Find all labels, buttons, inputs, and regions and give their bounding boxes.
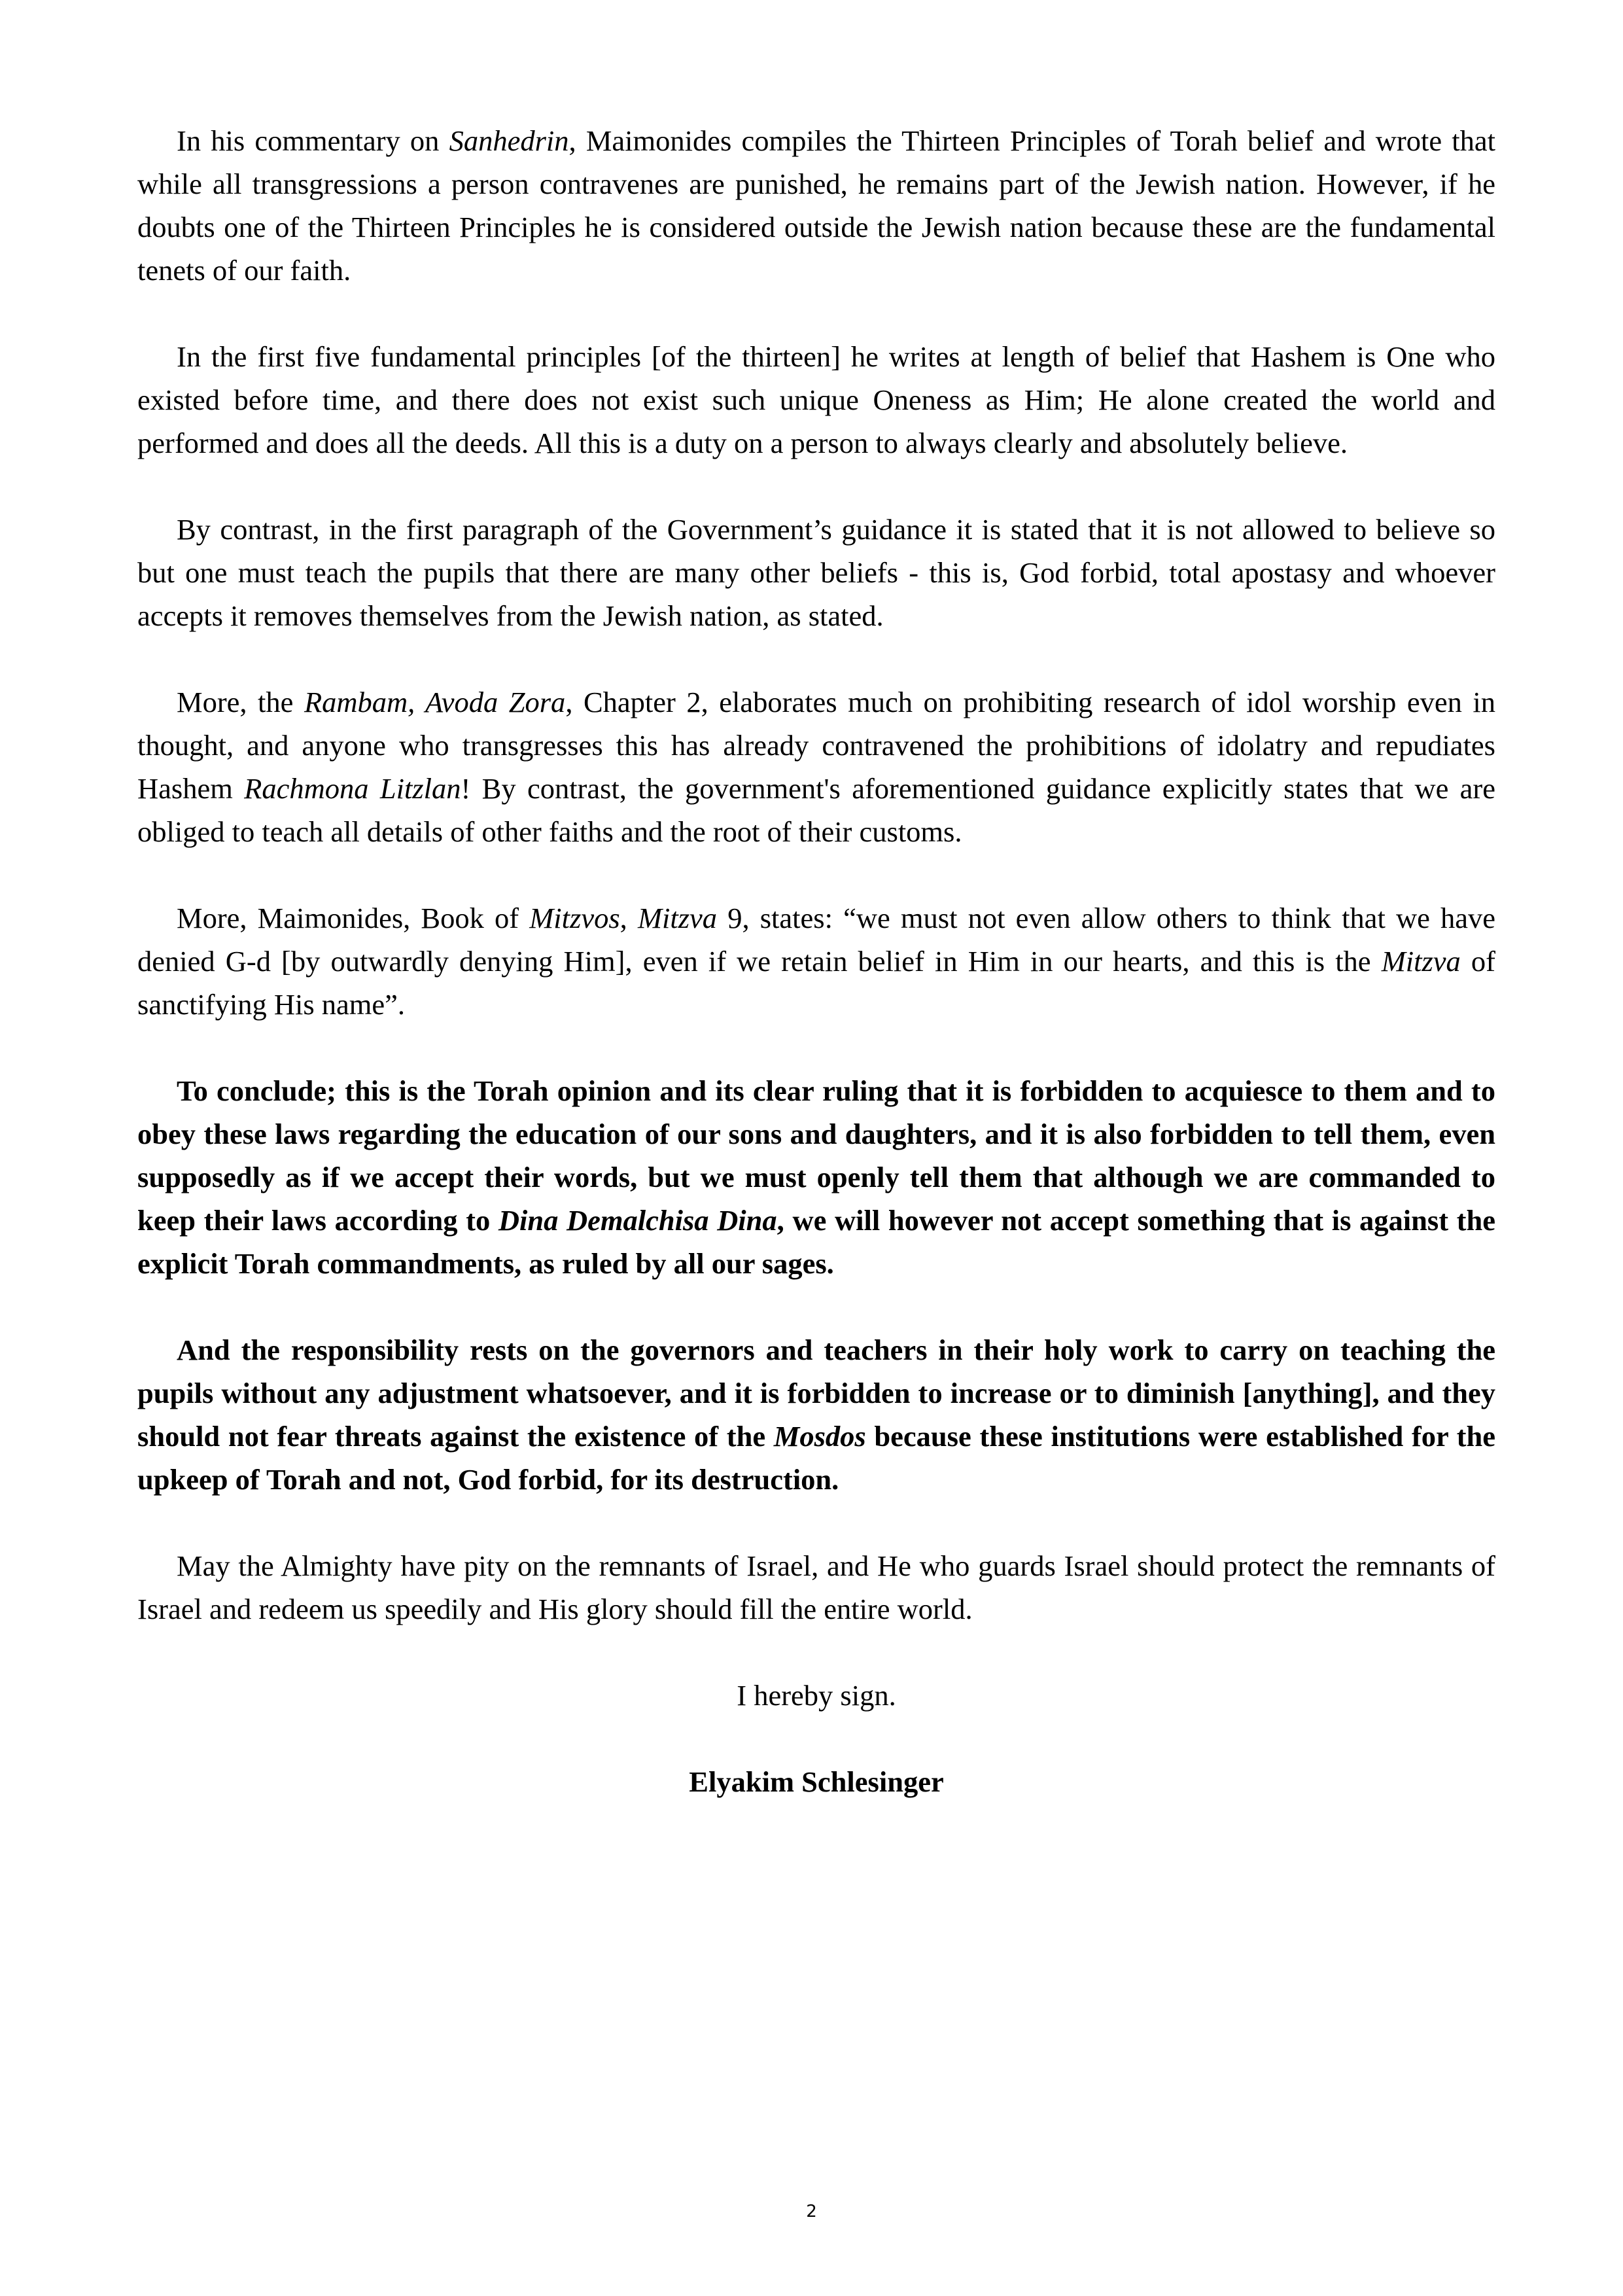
document-body (137, 119, 1495, 1631)
text-segment: And the responsibility rests on the governors and teachers in their holy work to carry on teaching the pupils without any adjustment whatsoever, and it is forbidden to increase or to diminish [anything], and they should not fear threats against the existence of the (137, 1333, 1495, 1453)
page-number: 2 (806, 2202, 817, 2221)
paragraph (137, 119, 1495, 292)
italic-term: Mitzvos (529, 902, 620, 934)
text-segment: , (620, 902, 638, 934)
text-segment: By contrast, in the first paragraph of the Government’s guidance it is stated that it is not allowed to believe so but one must teach the pupils that there are many other beliefs - this is, God forbid, total apostasy and whoever accepts it removes themselves from the Jewish nation, as stated. (137, 513, 1495, 632)
paragraph (137, 1544, 1495, 1631)
text-segment: , we will however not accept something that is against the explicit Torah commandments, as ruled by all our sages. (137, 1204, 1495, 1280)
signatory-name: Elyakim Schlesinger (689, 1765, 944, 1798)
document-page (137, 119, 1495, 1846)
text-segment: of sanctifying His name”. (137, 945, 1496, 1021)
italic-term: Mitzva (637, 902, 718, 934)
paragraph (137, 680, 1495, 853)
text-segment: 9, states: “we must not even allow others to think that we have denied G-d [by outwardly denying Him], even if we retain belief in Him in our hearts, and this is the (137, 902, 1495, 978)
text-segment: , Maimonides compiles the Thirteen Principles of Torah belief and wrote that while all transgressions a person contravenes are punished, he remains part of the Jewish nation. However, if he doubts one of the Thirteen Principles he is considered outside the Jewish nation because these are the fundamental tenets of our faith. (137, 124, 1495, 287)
text-segment: In his commentary on (177, 124, 449, 157)
text-segment: because these institutions were established for the upkeep of Torah and not, God forbid, for its destruction. (137, 1420, 1495, 1496)
text-segment: More, the (177, 686, 304, 718)
text-segment: In the first five fundamental principles [of the thirteen] he writes at length of belief that Hashem is One who existed before time, and there does not exist such unique Oneness as Him; He alone created the world and performed and does all the deeds. All this is a duty on a person to always clearly and absolutely believe. (137, 340, 1495, 459)
paragraph (137, 1328, 1495, 1501)
paragraph (137, 335, 1495, 465)
italic-term: Sanhedrin (449, 124, 569, 157)
italic-term: Dina Demalchisa Dina (498, 1204, 777, 1237)
text-segment: May the Almighty have pity on the remnants of Israel, and He who guards Israel should protect the remnants of Israel and redeem us speedily and His glory should fill the entire world. (137, 1549, 1495, 1625)
italic-term: Rambam, Avoda Zora (304, 686, 566, 718)
text-segment: To conclude; this is the Torah opinion and its clear ruling that it is forbidden to acquiesce to them and to obey these laws regarding the education of our sons and daughters, and it is also forbidden to tell them, even supposedly as if we accept their words, but we must openly tell them that although we are commanded to keep their laws according to (137, 1074, 1495, 1237)
italic-term: Mosdos (773, 1420, 866, 1453)
italic-term: Mitzva (1381, 945, 1461, 978)
text-segment: , Chapter 2, elaborates much on prohibiting research of idol worship even in thought, and anyone who transgresses this has already contravened the prohibitions of idolatry and repudiates Hashem (137, 686, 1495, 805)
closing-line: I hereby sign. (737, 1679, 896, 1712)
italic-term: Rachmona Litzlan (244, 772, 461, 805)
paragraph (137, 508, 1495, 637)
paragraph (137, 896, 1495, 1026)
text-segment: More, Maimonides, Book of (177, 902, 530, 934)
paragraph (137, 1069, 1495, 1285)
text-segment: ! By contrast, the government's aforementioned guidance explicitly states that we are obliged to teach all details of other faiths and the root of their customs. (137, 772, 1495, 848)
